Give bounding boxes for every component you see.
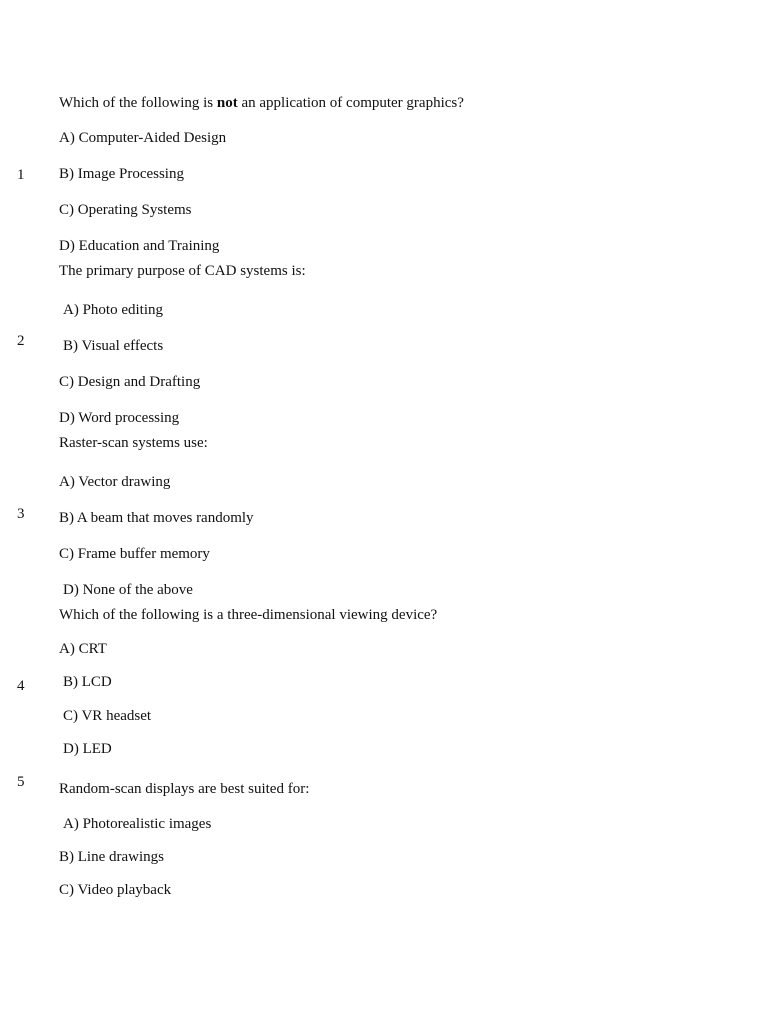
option-d: D) Education and Training: [59, 238, 220, 254]
option-d: D) LED: [63, 741, 112, 757]
stem-text: an application of computer graphics?: [237, 95, 464, 111]
option-a: A) CRT: [59, 641, 107, 657]
option-b: B) Image Processing: [59, 166, 184, 182]
option-a: A) Photo editing: [63, 302, 163, 318]
option-a: A) Vector drawing: [59, 474, 171, 490]
question-stem: [59, 94, 464, 112]
option-c: C) Operating Systems: [59, 202, 192, 218]
question-stem: Which of the following is a three-dimensional viewing device?: [59, 607, 438, 623]
option-b: B) A beam that moves randomly: [59, 510, 254, 526]
option-c: C) Design and Drafting: [59, 374, 201, 390]
option-a: A) Computer-Aided Design: [59, 130, 227, 146]
question-stem: Raster-scan systems use:: [59, 435, 208, 451]
question-number: 3: [17, 506, 25, 522]
stem-text: Which of the following is: [59, 95, 217, 111]
question-stem: The primary purpose of CAD systems is:: [59, 263, 306, 279]
option-b: B) Line drawings: [59, 849, 164, 865]
stem-emphasis: not: [216, 95, 238, 111]
option-b: B) LCD: [63, 674, 112, 690]
question-number: 1: [17, 167, 25, 183]
question-number: 5: [17, 774, 25, 790]
option-c: C) Video playback: [59, 882, 172, 898]
option-b: B) Visual effects: [63, 338, 164, 354]
question-number: 4: [17, 678, 25, 694]
option-a: A) Photorealistic images: [63, 816, 212, 832]
question-number: 2: [17, 333, 25, 349]
option-c: C) VR headset: [63, 708, 152, 724]
question-stem: Random-scan displays are best suited for:: [59, 781, 310, 797]
option-d: D) Word processing: [59, 410, 180, 426]
option-d: D) None of the above: [63, 582, 193, 598]
option-c: C) Frame buffer memory: [59, 546, 210, 562]
